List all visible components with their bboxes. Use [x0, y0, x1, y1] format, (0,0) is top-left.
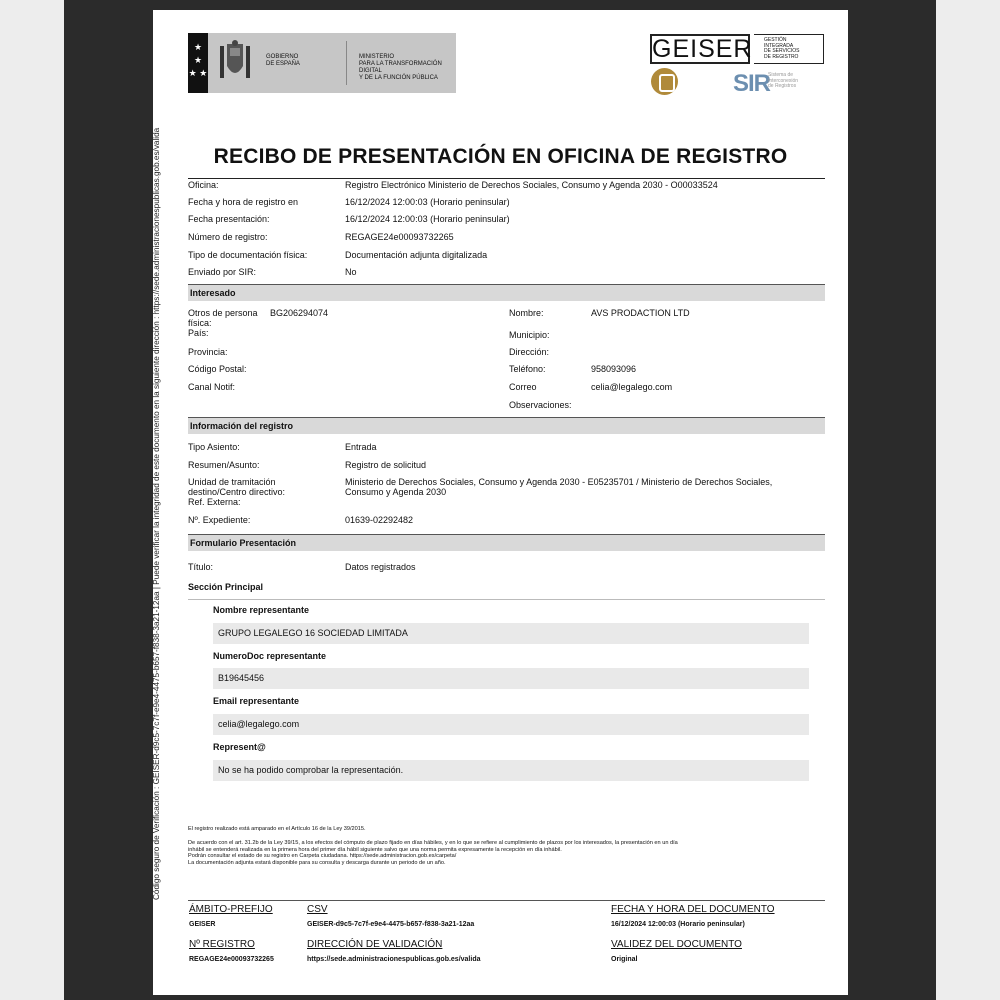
- numerodoc-representante-label: NumeroDoc representante: [213, 651, 327, 661]
- sir-subtitle: [768, 73, 798, 90]
- nombre-label: Nombre:: [509, 308, 544, 318]
- seccion-principal-heading: Sección Principal: [188, 582, 264, 592]
- telefono-label: Teléfono:: [509, 364, 546, 374]
- enviado-sir-label: Enviado por SIR:: [188, 267, 257, 277]
- sir-sub-2: Interconexión: [768, 77, 799, 84]
- gobierno-line-2: DE ESPAÑA: [266, 61, 300, 67]
- oficina-label: Oficina:: [188, 180, 219, 190]
- tipo-documentacion-label: Tipo de documentación física:: [188, 250, 308, 260]
- interesado-section-header: Interesado: [188, 284, 825, 301]
- gobierno-logo-block: [188, 33, 456, 93]
- nombre-representante-value: GRUPO LEGALEGO 16 SOCIEDAD LIMITADA: [213, 623, 809, 644]
- codigo-postal-label: Código Postal:: [188, 364, 247, 374]
- resumen-label: Resumen/Asunto:: [188, 460, 260, 470]
- ministerio-text: [359, 54, 456, 82]
- sir-sub-3: de Registros: [768, 83, 797, 90]
- represent-label: Represent@: [213, 742, 266, 752]
- otros-persona-label-1: Otros de persona: [188, 308, 258, 318]
- legal-para-line-1: De acuerdo con el art. 31.2b de la Ley 39/15, a los efectos del cómputo de plazo fijado en días hábiles, y en lo que se refiere al cumplimiento de plazos por los interesados, la presentación en un día: [188, 840, 678, 846]
- email-representante-value: celia@legalego.com: [213, 714, 809, 735]
- fecha-registro-label: Fecha y hora de registro en: [188, 197, 299, 207]
- tipo-documentacion-value: Documentación adjunta digitalizada: [345, 250, 488, 260]
- otros-persona-value: BG206294074: [270, 308, 329, 318]
- side-verification-text: Código seguro de Verificación : GEISER-d9c5-7c7f-e9e4-4475-b657-f838-3a21-12aa | Puede verificar la integridad de este documento en la siguiente dirección : https://sede.administracionespublicas.gob.es/valida: [152, 127, 161, 900]
- fecha-documento-value: 16/12/2024 12:00:03 (Horario peninsular): [611, 921, 745, 928]
- gobierno-line-1: GOBIERNO: [266, 54, 299, 60]
- direccion-label: Dirección:: [509, 347, 550, 357]
- provincia-label: Provincia:: [188, 347, 228, 357]
- nombre-value: AVS PRODACTION LTD: [591, 308, 690, 318]
- correo-value: celia@legalego.com: [591, 382, 673, 392]
- fecha-presentacion-value: 16/12/2024 12:00:03 (Horario peninsular): [345, 214, 510, 224]
- tipo-asiento-value: Entrada: [345, 442, 377, 452]
- geiser-subtitle: [754, 34, 824, 64]
- nregistro-label: Nº REGISTRO: [189, 939, 255, 950]
- email-representante-label: Email representante: [213, 696, 300, 706]
- legal-para-line-3: Podrán consultar el estado de su registro en Carpeta ciudadana. https://sede.administracion.gob.es/carpeta/: [188, 853, 457, 860]
- oficina-value: Registro Electrónico Ministerio de Derechos Sociales, Consumo y Agenda 2030 - O00033524: [345, 180, 718, 190]
- csv-value: GEISER-d9c5-7c7f-e9e4-4475-b657-f838-3a21-12aa: [307, 921, 475, 928]
- geiser-sub-2: INTEGRADA: [764, 42, 794, 49]
- document-page: [153, 10, 848, 995]
- title-rule: [188, 178, 825, 179]
- info-registro-section-header: Información del registro: [188, 417, 825, 434]
- legal-para-line-2: inhábil se entenderá realizada en la primera hora del primer día hábil siguiente salvo que una norma permita expresamente la recepción en día inhábil.: [188, 846, 562, 853]
- otros-persona-label-2: física:: [188, 318, 212, 328]
- formulario-section-header: Formulario Presentación: [188, 534, 825, 551]
- viewer-right-margin: [936, 0, 1000, 1000]
- ambito-value: GEISER: [189, 921, 216, 928]
- document-title: RECIBO DE PRESENTACIÓN EN OFICINA DE REGISTRO: [213, 145, 788, 168]
- logo-divider: [346, 41, 347, 85]
- legal-para-line-4: La documentación adjunta estará disponible para su consulta y descarga durante un periodo de un año.: [188, 859, 446, 866]
- ministerio-line-2: PARA LA TRANSFORMACIÓN DIGITAL: [359, 61, 442, 74]
- ambito-label: ÁMBITO-PREFIJO: [189, 904, 273, 915]
- unidad-value-1: Ministerio de Derechos Sociales, Consumo y Agenda 2030 - E05235701 / Ministerio de Derechos Sociales,: [345, 477, 773, 487]
- enviado-sir-value: No: [345, 267, 357, 277]
- geiser-logo: GEISER: [652, 35, 753, 63]
- ref-externa-label: Ref. Externa:: [188, 497, 241, 507]
- geiser-sub-3: DE SERVICIOS: [764, 48, 800, 55]
- unidad-label-2: destino/Centro directivo:: [188, 487, 286, 497]
- gobierno-text: [266, 54, 300, 68]
- direccion-validacion-value[interactable]: https://sede.administracionespublicas.gob.es/valida: [307, 956, 481, 963]
- canal-notif-label: Canal Notif:: [188, 382, 236, 392]
- fecha-documento-label: FECHA Y HORA DEL DOCUMENTO: [611, 904, 775, 915]
- observaciones-label: Observaciones:: [509, 400, 572, 410]
- pais-label: País:: [188, 328, 209, 338]
- telefono-value: 958093096: [591, 364, 637, 374]
- geiser-sub-1: GESTIÓN: [764, 37, 787, 43]
- correo-label: Correo: [509, 382, 537, 392]
- eu-stars-icon: ★ ★ ★ ★: [188, 33, 208, 93]
- validez-value: Original: [611, 956, 638, 963]
- csv-label: CSV: [307, 904, 328, 915]
- expediente-value: 01639-02292482: [345, 515, 414, 525]
- expediente-label: Nº. Expediente:: [188, 515, 251, 525]
- titulo-value: Datos registrados: [345, 562, 416, 572]
- numero-registro-value: REGAGE24e00093732265: [345, 232, 454, 242]
- footer-rule: [188, 900, 825, 901]
- represent-value: No se ha podido comprobar la representación.: [213, 760, 809, 781]
- ministerio-line-1: MINISTERIO: [359, 54, 395, 60]
- sir-sub-1: Sistema de: [768, 72, 794, 78]
- numero-registro-label: Número de registro:: [188, 232, 268, 242]
- viewer-left-margin: [0, 0, 64, 1000]
- coat-of-arms-icon: [218, 40, 252, 84]
- legal-line-1: El registro realizado está amparado en el Artículo 16 de la Ley 39/2015.: [188, 826, 366, 832]
- titulo-label: Título:: [188, 562, 214, 572]
- unidad-label-1: Unidad de tramitación: [188, 477, 276, 487]
- tipo-asiento-label: Tipo Asiento:: [188, 442, 240, 452]
- geiser-sub-4: DE REGISTRO: [764, 53, 799, 60]
- fecha-presentacion-label: Fecha presentación:: [188, 214, 270, 224]
- seccion-rule: [188, 599, 825, 600]
- registro-circle-logo-icon: [651, 68, 678, 95]
- ministerio-line-3: Y DE LA FUNCIÓN PÚBLICA: [359, 75, 438, 81]
- municipio-label: Municipio:: [509, 330, 550, 340]
- nombre-representante-label: Nombre representante: [213, 605, 310, 615]
- sir-logo: SIR: [733, 70, 771, 97]
- numerodoc-representante-value: B19645456: [213, 668, 809, 689]
- legal-paragraph: [188, 840, 828, 866]
- unidad-value-2: Consumo y Agenda 2030: [345, 487, 447, 497]
- fecha-registro-value: 16/12/2024 12:00:03 (Horario peninsular): [345, 197, 510, 207]
- resumen-value: Registro de solicitud: [345, 460, 427, 470]
- nregistro-value: REGAGE24e00093732265: [189, 956, 274, 963]
- validez-label: VALIDEZ DEL DOCUMENTO: [611, 939, 742, 950]
- direccion-validacion-label: DIRECCIÓN DE VALIDACIÓN: [307, 939, 443, 950]
